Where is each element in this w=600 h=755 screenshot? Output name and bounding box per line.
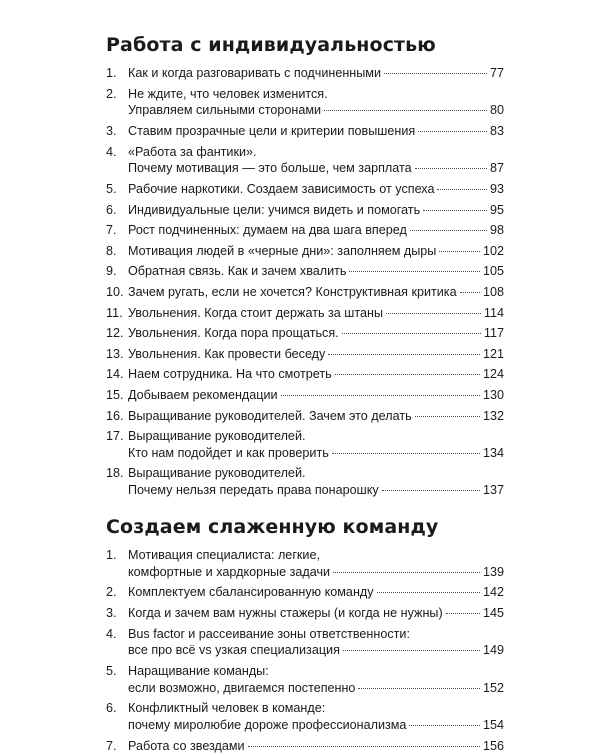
page-number: 121 [482, 346, 504, 361]
dot-leader [410, 230, 487, 231]
entry-title-text: Как и когда разговаривать с подчиненными [128, 66, 381, 80]
entry-title-text: Когда и зачем вам нужны стажеры (и когда не нужны) [128, 606, 443, 621]
entry-number: 4. [106, 144, 117, 159]
entry-title-text: комфортные и хардкорные задачи [128, 564, 331, 579]
toc-entry[interactable] [106, 202, 504, 219]
dot-leader [460, 292, 480, 293]
dot-leader [384, 73, 487, 74]
entry-last-line [128, 65, 504, 82]
dot-leader [335, 374, 480, 375]
entry-body [128, 408, 504, 425]
toc-entry[interactable] [106, 700, 504, 734]
dot-leader [377, 592, 480, 593]
dot-leader [409, 725, 480, 726]
entry-number: 16. [106, 408, 124, 423]
entry-body [128, 325, 504, 342]
entry-title-text: Кто нам подойдет и как проверить [128, 445, 329, 460]
page-number: 102 [482, 243, 504, 258]
toc-entry[interactable] [106, 86, 504, 120]
entry-body [128, 305, 504, 322]
entry-title-text: Рост подчиненных: думаем на два шага вперед [128, 223, 407, 238]
entry-line [128, 86, 504, 103]
toc-list [106, 547, 504, 755]
entry-number: 17. [106, 429, 124, 444]
dot-leader [418, 131, 487, 132]
entry-number: 6. [106, 202, 117, 217]
toc-entry[interactable] [106, 222, 504, 239]
entry-title-text: Выращивание руководителей. [128, 466, 306, 481]
dot-leader [343, 650, 480, 651]
entry-body [128, 626, 504, 660]
entry-body [128, 86, 504, 120]
entry-number: 3. [106, 606, 117, 621]
toc-entry[interactable] [106, 605, 504, 622]
entry-body [128, 144, 504, 178]
dot-leader [382, 490, 480, 491]
dot-leader [332, 453, 480, 454]
dot-leader [349, 271, 480, 272]
entry-last-line [128, 482, 504, 499]
entry-body [128, 387, 504, 404]
page-number: 152 [482, 680, 504, 695]
entry-body [128, 366, 504, 383]
dot-leader [328, 354, 480, 355]
entry-line [128, 465, 504, 482]
page-number: 105 [482, 264, 504, 279]
entry-title-text: Не ждите, что человек изменится. [128, 86, 328, 101]
dot-leader [437, 189, 487, 190]
entry-number: 14. [106, 367, 124, 382]
entry-body [128, 700, 504, 734]
entry-last-line [128, 680, 504, 697]
entry-number: 2. [106, 86, 117, 101]
toc-entry[interactable] [106, 408, 504, 425]
dot-leader [281, 395, 480, 396]
entry-body [128, 663, 504, 697]
page-number: 139 [482, 564, 504, 579]
entry-number: 5. [106, 664, 117, 679]
toc-entry[interactable] [106, 584, 504, 601]
dot-leader [439, 251, 480, 252]
dot-leader [446, 613, 480, 614]
page-number: 95 [489, 202, 504, 217]
entry-last-line [128, 346, 504, 363]
toc-entry[interactable] [106, 263, 504, 280]
entry-last-line [128, 605, 504, 622]
entry-number: 9. [106, 264, 117, 279]
page-number: 80 [489, 103, 504, 118]
entry-body [128, 263, 504, 280]
entry-body [128, 465, 504, 499]
entry-title-text: Индивидуальные цели: учимся видеть и помогать [128, 202, 421, 217]
entry-number: 13. [106, 346, 124, 361]
entry-last-line [128, 408, 504, 425]
entry-title-text: Обратная связь. Как и зачем хвалить [128, 264, 347, 279]
entry-body [128, 346, 504, 363]
toc-entry[interactable] [106, 305, 504, 322]
entry-last-line [128, 366, 504, 383]
entry-last-line [128, 202, 504, 219]
entry-number: 18. [106, 466, 124, 481]
entry-title-text: Увольнения. Когда пора прощаться. [128, 326, 339, 341]
entry-title-text: Выращивание руководителей. [128, 429, 306, 444]
toc-entry[interactable] [106, 738, 504, 755]
entry-number: 4. [106, 626, 117, 641]
page-number: 77 [489, 66, 504, 80]
toc-entry[interactable] [106, 428, 504, 462]
page-number: 114 [483, 305, 504, 320]
toc-entry[interactable] [106, 284, 504, 301]
page-number: 149 [482, 643, 504, 658]
entry-line [128, 547, 504, 564]
dot-leader [423, 210, 487, 211]
entry-last-line [128, 181, 504, 198]
toc-entry[interactable] [106, 346, 504, 363]
page-number: 87 [489, 161, 504, 176]
dot-leader [248, 746, 480, 747]
toc-entry[interactable] [106, 65, 504, 82]
entry-number: 10. [106, 284, 124, 299]
dot-leader [415, 416, 480, 417]
toc-entry[interactable] [106, 325, 504, 342]
entry-number: 8. [106, 243, 117, 258]
entry-title-text: Bus factor и рассеивание зоны ответственности: [128, 626, 410, 641]
toc-list [106, 65, 504, 499]
entry-number: 7. [106, 738, 117, 753]
entry-number: 5. [106, 181, 117, 196]
entry-number: 1. [106, 66, 117, 80]
entry-number: 2. [106, 585, 117, 600]
entry-title-text: все про всё vs узкая специализация [128, 643, 340, 658]
dot-leader [386, 313, 481, 314]
entry-title-text: Выращивание руководителей. Зачем это делать [128, 408, 412, 423]
entry-title-text: Управляем сильными сторонами [128, 103, 322, 118]
entry-title-text: Конфликтный человек в команде: [128, 701, 326, 716]
entry-last-line [128, 564, 504, 581]
entry-title-text: «Работа за фантики». [128, 144, 257, 159]
entry-title-text: Работа со звездами [128, 738, 245, 753]
entry-title-text: Увольнения. Как провести беседу [128, 346, 326, 361]
page-number: 93 [489, 181, 504, 196]
toc-entry[interactable] [106, 663, 504, 697]
toc-entry[interactable] [106, 123, 504, 140]
dot-leader [324, 110, 487, 111]
entry-last-line [128, 445, 504, 462]
entry-body [128, 181, 504, 198]
toc-entry[interactable] [106, 144, 504, 178]
entry-number: 1. [106, 548, 117, 563]
entry-last-line [128, 123, 504, 140]
entry-title-text: Почему мотивация — это больше, чем зарплата [128, 161, 412, 176]
page-number: 142 [482, 585, 504, 600]
entry-last-line [128, 325, 504, 342]
entry-title-text: Мотивация людей в «черные дни»: заполняем дыры [128, 243, 437, 258]
entry-title-text: Наем сотрудника. На что смотреть [128, 367, 332, 382]
entry-title-text: Комплектуем сбалансированную команду [128, 585, 374, 600]
dot-leader [358, 688, 480, 689]
entry-line [128, 663, 504, 680]
page-number: 145 [482, 606, 504, 621]
page-number: 134 [482, 445, 504, 460]
page-number: 83 [489, 123, 504, 138]
dot-leader [333, 572, 480, 573]
toc-entry[interactable] [106, 465, 504, 499]
entry-last-line [128, 160, 504, 177]
entry-body [128, 65, 504, 82]
entry-last-line [128, 584, 504, 601]
entry-body [128, 584, 504, 601]
page-number: 130 [482, 387, 504, 402]
entry-body [128, 605, 504, 622]
entry-body [128, 202, 504, 219]
toc-entry[interactable] [106, 387, 504, 404]
page-number: 108 [482, 284, 504, 299]
entry-last-line [128, 387, 504, 404]
entry-title-text: почему миролюбие дороже профессионализма [128, 718, 407, 733]
entry-last-line [128, 284, 504, 301]
entry-title-text: Зачем ругать, если не хочется? Конструктивная критика [128, 284, 457, 299]
entry-title-text: Увольнения. Когда стоит держать за штаны [128, 305, 384, 320]
entry-title-text: Добываем рекомендации [128, 387, 278, 402]
entry-body [128, 222, 504, 239]
toc-entry[interactable] [106, 626, 504, 660]
entry-last-line [128, 738, 504, 755]
entry-body [128, 123, 504, 140]
page-number: 137 [482, 483, 504, 498]
toc-entry[interactable] [106, 243, 504, 260]
entry-body [128, 284, 504, 301]
page-number: 154 [482, 718, 504, 733]
entry-number: 12. [106, 326, 124, 341]
entry-title-text: Ставим прозрачные цели и критерии повышения [128, 123, 416, 138]
entry-line [128, 626, 504, 643]
entry-line [128, 144, 504, 161]
entry-last-line [128, 717, 504, 734]
entry-body [128, 547, 504, 581]
section-title: Создаем слаженную команду [106, 516, 439, 539]
entry-last-line [128, 305, 504, 322]
page-number: 117 [483, 326, 504, 341]
entry-title-text: Мотивация специалиста: легкие, [128, 548, 320, 563]
entry-title-text: если возможно, двигаемся постепенно [128, 680, 356, 695]
entry-title-text: Наращивание команды: [128, 664, 269, 679]
entry-number: 3. [106, 123, 117, 138]
entry-line [128, 700, 504, 717]
toc-entry[interactable] [106, 547, 504, 581]
entry-body [128, 738, 504, 755]
entry-last-line [128, 243, 504, 260]
toc-entry[interactable] [106, 366, 504, 383]
entry-last-line [128, 102, 504, 119]
toc-entry[interactable] [106, 181, 504, 198]
entry-number: 7. [106, 223, 117, 238]
dot-leader [342, 333, 481, 334]
page-number: 98 [489, 223, 504, 238]
entry-body [128, 428, 504, 462]
entry-last-line [128, 642, 504, 659]
entry-line [128, 428, 504, 445]
table-of-contents [106, 34, 504, 755]
page-number: 132 [482, 408, 504, 423]
entry-number: 15. [106, 387, 124, 402]
entry-title-text: Рабочие наркотики. Создаем зависимость от успеха [128, 181, 435, 196]
entry-last-line [128, 222, 504, 239]
entry-number: 6. [106, 701, 117, 716]
entry-title-text: Почему нельзя передать права понарошку [128, 483, 379, 498]
page-number: 124 [482, 367, 504, 382]
entry-number: 11. [106, 305, 123, 320]
dot-leader [415, 168, 487, 169]
page-number: 156 [482, 738, 504, 753]
entry-last-line [128, 263, 504, 280]
section-title: Работа с индивидуальностью [106, 34, 436, 56]
entry-body [128, 243, 504, 260]
